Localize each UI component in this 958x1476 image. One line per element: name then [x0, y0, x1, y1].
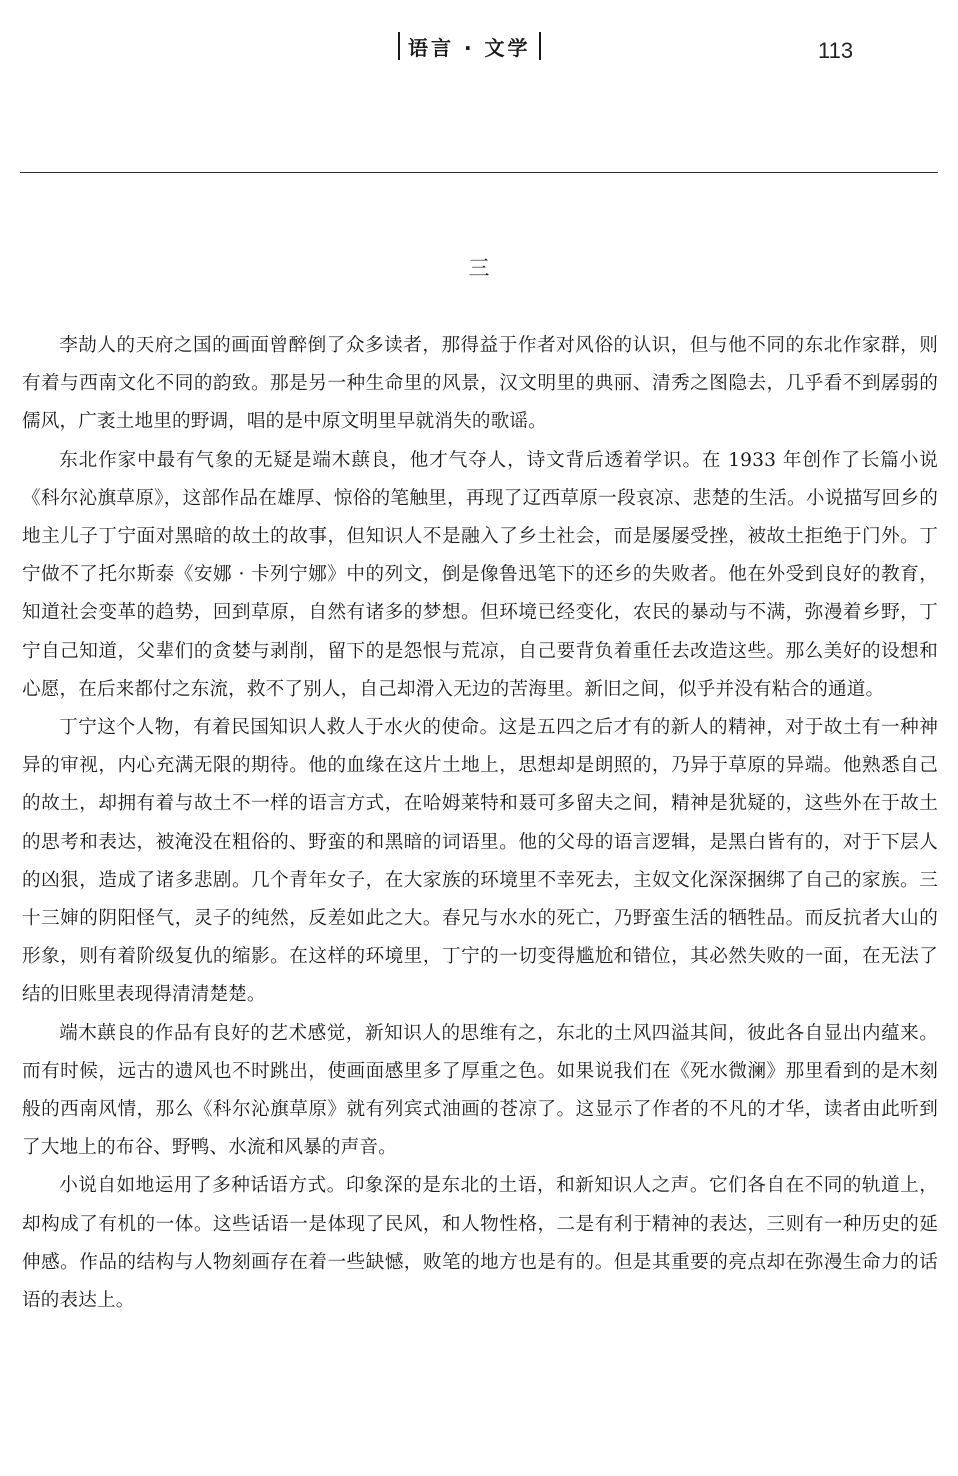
- paragraph: 端木蕻良的作品有良好的艺术感觉，新知识人的思维有之，东北的土风四溢其间，彼此各自显出内蕴来。而有时候，远古的遗风也不时跳出，使画面感里多了厚重之色。如果说我们在《死水微澜》那里看到的是木刻般的西南风情，那么《科尔沁旗草原》就有列宾式油画的苍凉了。这显示了作者的不凡的才华，读者由此听到了大地上的布谷、野鸭、水流和风暴的声音。: [22, 1022, 938, 1159]
- paragraph: 李劼人的天府之国的画面曾醉倒了众多读者，那得益于作者对风俗的认识，但与他不同的东北作家群，则有着与西南文化不同的韵致。那是另一种生命里的风景，汉文明里的典丽、清秀之图隐去，几乎看不到孱弱的儒风，广袤土地里的野调，唱的是中原文明里早就消失的歌谣。: [22, 335, 938, 433]
- running-head-title: 语言 · 文学: [408, 35, 531, 60]
- header-divider: [20, 172, 938, 173]
- paragraph: 小说自如地运用了多种话语方式。印象深的是东北的土语，和新知识人之声。它们各自在不同的轨道上，却构成了有机的一体。这些话语一是体现了民风，和人物性格，二是有利于精神的表达，三则有一种历史的延伸感。作品的结构与人物刻画存在着一些缺憾，败笔的地方也是有的。但是其重要的亮点却在弥漫生命力的话语的表达上。: [22, 1175, 938, 1312]
- running-head-right-bar: [539, 32, 541, 60]
- page-number: 113: [818, 38, 854, 63]
- section-heading: 三: [468, 256, 490, 280]
- paragraph: 丁宁这个人物，有着民国知识人救人于水火的使命。这是五四之后才有的新人的精神，对于故土有一种神异的审视，内心充满无限的期待。他的血缘在这片土地上，思想却是朗照的，乃异于草原的异端。他熟悉自己的故土，却拥有着与故土不一样的语言方式，在哈姆莱特和聂可多留夫之间，精神是犹疑的，这些外在于故土的思考和表达，被淹没在粗俗的、野蛮的和黑暗的词语里。他的父母的语言逻辑，是黑白皆有的，对于下层人的凶狠，造成了诸多悲剧。几个青年女子，在大家族的环境里不幸死去，主奴文化深深捆绑了自己的家族。三十三婶的阴阳怪气，灵子的纯然，反差如此之大。春兄与水水的死亡，乃野蛮生活的牺牲品。而反抗者大山的形象，则有着阶级复仇的缩影。在这样的环境里，丁宁的一切变得尴尬和错位，其必然失败的一面，在无法了结的旧账里表现得清清楚楚。: [22, 717, 938, 1006]
- running-head: [398, 30, 541, 62]
- body-text: [22, 327, 938, 1320]
- paragraph: 东北作家中最有气象的无疑是端木蕻良，他才气夺人，诗文背后透着学识。在 1933 年创作了长篇小说《科尔沁旗草原》，这部作品在雄厚、惊俗的笔触里，再现了辽西草原一段哀凉、悲楚的生活。小说描写回乡的地主儿子丁宁面对黑暗的故土的故事，但知识人不是融入了乡土社会，而是屡屡受挫，被故土拒绝于门外。丁宁做不了托尔斯泰《安娜 · 卡列宁娜》中的列文，倒是像鲁迅笔下的还乡的失败者。他在外受到良好的教育，知道社会变革的趋势，回到草原，自然有诸多的梦想。但环境已经变化，农民的暴动与不满，弥漫着乡野，丁宁自己知道，父辈们的贪婪与剥削，留下的是怨恨与荒凉，自己要背负着重任去改造这些。那么美好的设想和心愿，在后来都付之东流，救不了别人，自己却滑入无边的苦海里。新旧之间，似乎并没有粘合的通道。: [22, 449, 938, 700]
